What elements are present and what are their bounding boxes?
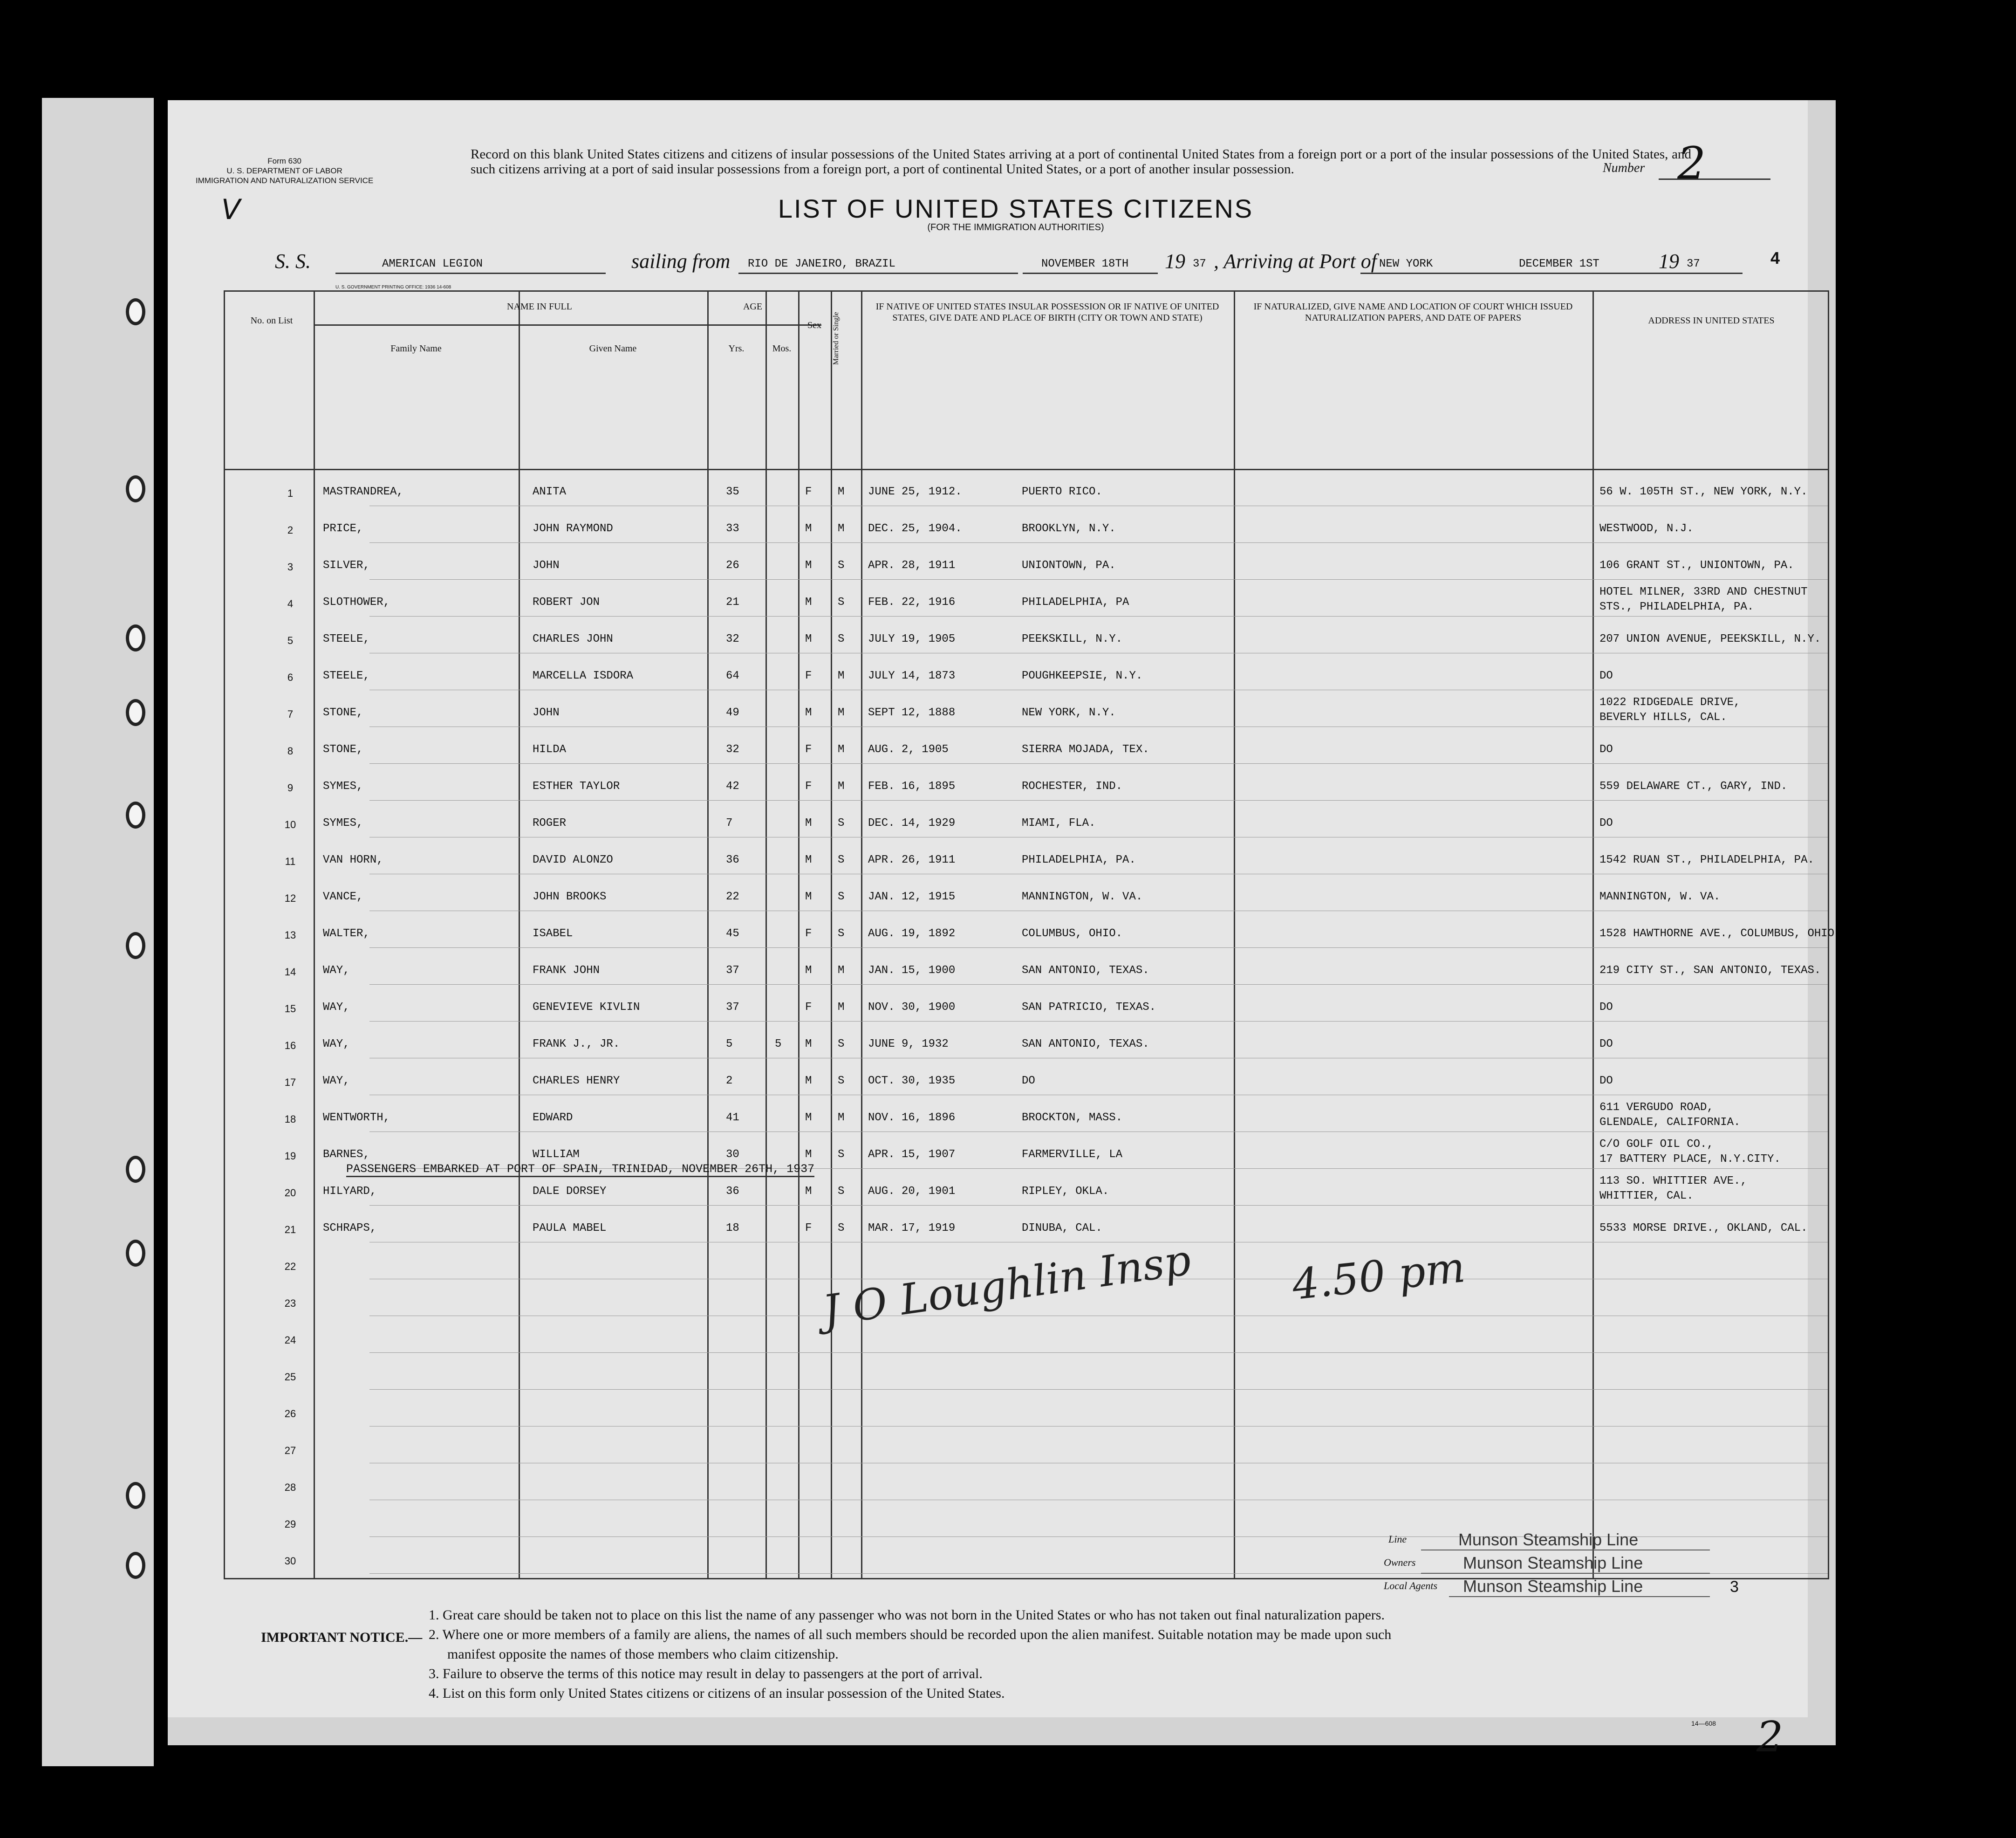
- departure-line: [1023, 273, 1158, 274]
- cell-family: STEELE,: [323, 670, 370, 682]
- row-number: 20: [284, 1187, 296, 1199]
- cell-given: HILDA: [533, 743, 567, 756]
- cell-ms: S: [838, 817, 845, 830]
- notice-heading: IMPORTANT NOTICE.—: [261, 1630, 423, 1645]
- cell-family: WAY,: [323, 1001, 350, 1014]
- row-number: 27: [284, 1445, 296, 1456]
- header-married: Married or Single: [832, 312, 840, 365]
- row-number: 1: [287, 487, 294, 499]
- owners-label: Owners: [1384, 1557, 1416, 1568]
- cell-sex: M: [805, 1038, 812, 1050]
- cell-yrs: 37: [726, 964, 739, 977]
- cell-ms: M: [838, 964, 845, 977]
- header-mos: Mos.: [772, 343, 792, 354]
- header-address: ADDRESS IN UNITED STATES: [1648, 315, 1775, 326]
- cell-sex: F: [805, 670, 812, 682]
- cell-ms: M: [838, 780, 845, 793]
- cell-family: VANCE,: [323, 891, 363, 903]
- col-line-given: [707, 292, 709, 1578]
- cell-addr1: MANNINGTON, W. VA.: [1599, 891, 1721, 903]
- row-number: 3: [287, 561, 294, 573]
- form-number: Form 630: [267, 157, 302, 165]
- cell-addr1: 559 DELAWARE CT., GARY, IND.: [1599, 780, 1788, 793]
- row-rule: [369, 616, 1828, 617]
- cell-place: SIERRA MOJADA, TEX.: [1022, 743, 1149, 756]
- cell-ms: M: [838, 743, 845, 756]
- cell-family: VAN HORN,: [323, 854, 383, 866]
- binder-ring-icon: [126, 1552, 145, 1579]
- arrival-port: NEW YORK: [1379, 258, 1433, 270]
- cell-addr2: STS., PHILADELPHIA, PA.: [1599, 601, 1754, 613]
- row-number: 29: [284, 1518, 296, 1530]
- cell-ms: S: [838, 891, 845, 903]
- cell-addr1: 113 SO. WHITTIER AVE.,: [1599, 1175, 1747, 1187]
- cell-date: APR. 26, 1911: [868, 854, 956, 866]
- cell-place: RIPLEY, OKLA.: [1022, 1185, 1109, 1198]
- cell-given: MARCELLA ISDORA: [533, 670, 634, 682]
- cell-family: SYMES,: [323, 780, 363, 793]
- cell-given: PAULA MABEL: [533, 1222, 607, 1234]
- cell-sex: M: [805, 1148, 812, 1161]
- cell-addr1: DO: [1599, 1038, 1613, 1050]
- row-number: 26: [284, 1408, 296, 1420]
- cell-place: DINUBA, CAL.: [1022, 1222, 1102, 1234]
- local-agents-label: Local Agents: [1384, 1580, 1438, 1591]
- ship-line: [335, 273, 606, 274]
- col-line-sex: [831, 292, 832, 1578]
- cell-date: AUG. 20, 1901: [868, 1185, 956, 1198]
- cell-yrs: 18: [726, 1222, 739, 1234]
- cell-given: JOHN BROOKS: [533, 891, 607, 903]
- cell-addr1: DO: [1599, 1075, 1613, 1087]
- cell-date: DEC. 25, 1904.: [868, 522, 962, 535]
- cell-family: SILVER,: [323, 559, 370, 572]
- cell-ms: S: [838, 854, 845, 866]
- cell-date: JUNE 9, 1932: [868, 1038, 949, 1050]
- cell-family: WENTWORTH,: [323, 1111, 390, 1124]
- notice-item-2: 2. Where one or more members of a family are aliens, the names of all such members should be recorded upon the alien manifest. Suitable notation may be made upon such: [429, 1627, 1392, 1642]
- cell-family: MASTRANDREA,: [323, 486, 403, 498]
- row-rule: [369, 947, 1828, 948]
- cell-given: JOHN: [533, 559, 560, 572]
- cell-place: MANNINGTON, W. VA.: [1022, 891, 1143, 903]
- inspector-signature: J O Loughlin Insp: [820, 1235, 1194, 1336]
- cell-given: FRANK J., JR.: [533, 1038, 620, 1050]
- header-sex: Sex: [807, 320, 821, 330]
- row-number: 30: [284, 1555, 296, 1567]
- cell-sex: F: [805, 743, 812, 756]
- row-number: 17: [284, 1077, 296, 1088]
- cell-place: SAN ANTONIO, TEXAS.: [1022, 1038, 1149, 1050]
- binder-ring-icon: [126, 699, 145, 726]
- cell-ms: S: [838, 633, 845, 645]
- col-line-native: [1234, 292, 1235, 1578]
- col-line-naturalized: [1592, 292, 1594, 1578]
- cell-date: AUG. 19, 1892: [868, 927, 956, 940]
- cell-given: EDWARD: [533, 1111, 573, 1124]
- cell-yrs: 37: [726, 1001, 739, 1014]
- cell-place: DO: [1022, 1075, 1035, 1087]
- row-number: 8: [287, 745, 294, 757]
- cell-place: BROCKTON, MASS.: [1022, 1111, 1123, 1124]
- cell-yrs: 22: [726, 891, 739, 903]
- cell-addr1: 611 VERGUDO ROAD,: [1599, 1101, 1714, 1114]
- cell-family: STONE,: [323, 743, 363, 756]
- row-number: 25: [284, 1371, 296, 1383]
- cell-ms: S: [838, 927, 845, 940]
- header-no: No. on List: [250, 315, 293, 326]
- cell-yrs: 33: [726, 522, 739, 535]
- cell-addr2: BEVERLY HILLS, CAL.: [1599, 711, 1727, 724]
- cell-sex: M: [805, 1111, 812, 1124]
- page-backing: [168, 100, 1836, 1762]
- cell-given: DAVID ALONZO: [533, 854, 613, 866]
- binder-ring-icon: [126, 624, 145, 652]
- cell-place: POUGHKEEPSIE, N.Y.: [1022, 670, 1143, 682]
- row-number: 12: [284, 892, 296, 904]
- manifest-sheet: [168, 100, 1835, 1762]
- cell-place: COLUMBUS, OHIO.: [1022, 927, 1123, 940]
- notice-item-1: 1. Great care should be taken not to place on this list the name of any passenger who was not born in the United States or who has not taken out final naturalization papers.: [429, 1607, 1385, 1623]
- row-rule: [369, 1205, 1828, 1206]
- cell-given: ROGER: [533, 817, 567, 830]
- header-yrs: Yrs.: [728, 343, 745, 354]
- header-age: AGE: [743, 302, 763, 312]
- cell-ms: S: [838, 559, 845, 572]
- ss-label: S. S.: [275, 250, 311, 273]
- cell-yrs: 2: [726, 1075, 733, 1087]
- cell-ms: S: [838, 1148, 845, 1161]
- cell-sex: M: [805, 559, 812, 572]
- year-suffix-2: 37: [1687, 258, 1700, 270]
- cell-ms: S: [838, 1075, 845, 1087]
- cell-sex: M: [805, 633, 812, 645]
- cell-yrs: 45: [726, 927, 739, 940]
- cell-family: PRICE,: [323, 522, 363, 535]
- arrival-line: [1360, 273, 1743, 274]
- cell-addr2: GLENDALE, CALIFORNIA.: [1599, 1116, 1741, 1129]
- cell-date: APR. 28, 1911: [868, 559, 956, 572]
- cell-date: JUNE 25, 1912.: [868, 486, 962, 498]
- row-number: 28: [284, 1481, 296, 1493]
- header-bottom-line: [225, 469, 1828, 470]
- header-family-name: Family Name: [390, 343, 442, 354]
- cell-ms: S: [838, 1038, 845, 1050]
- cell-family: WAY,: [323, 1038, 350, 1050]
- cell-yrs: 64: [726, 670, 739, 682]
- number-label: Number: [1603, 161, 1645, 175]
- cell-place: SAN PATRICIO, TEXAS.: [1022, 1001, 1156, 1014]
- binder-ring-icon: [126, 1156, 145, 1183]
- cell-addr2: 17 BATTERY PLACE, N.Y.CITY.: [1599, 1153, 1781, 1166]
- form-identifier: [196, 156, 373, 185]
- cell-sex: F: [805, 1001, 812, 1014]
- embarked-note: PASSENGERS EMBARKED AT PORT OF SPAIN, TRINIDAD, NOVEMBER 26TH, 1937: [346, 1162, 814, 1177]
- row-number: 15: [284, 1003, 296, 1015]
- notice-item-3: 3. Failure to observe the terms of this notice may result in delay to passengers at the port of arrival.: [429, 1666, 983, 1681]
- notice-item-2-cont: manifest opposite the names of those members who claim citizenship.: [447, 1646, 839, 1662]
- cell-date: NOV. 30, 1900: [868, 1001, 956, 1014]
- cell-sex: M: [805, 1075, 812, 1087]
- cell-ms: M: [838, 706, 845, 719]
- row-number: 4: [287, 598, 294, 610]
- binder-ring-icon: [126, 932, 145, 959]
- cell-yrs: 5: [726, 1038, 733, 1050]
- col-line-no: [314, 292, 315, 1578]
- cell-date: JULY 14, 1873: [868, 670, 956, 682]
- cell-addr1: HOTEL MILNER, 33RD AND CHESTNUT: [1599, 586, 1808, 598]
- cell-yrs: 35: [726, 486, 739, 498]
- cell-date: AUG. 2, 1905: [868, 743, 949, 756]
- year-prefix-2: 19: [1659, 250, 1679, 273]
- cell-sex: M: [805, 706, 812, 719]
- cell-date: NOV. 16, 1896: [868, 1111, 956, 1124]
- cell-date: SEPT 12, 1888: [868, 706, 956, 719]
- cell-family: HILYARD,: [323, 1185, 377, 1198]
- cell-addr1: DO: [1599, 817, 1613, 830]
- row-number: 23: [284, 1297, 296, 1309]
- cell-given: ISABEL: [533, 927, 573, 940]
- cell-given: CHARLES JOHN: [533, 633, 613, 645]
- cell-date: JAN. 12, 1915: [868, 891, 956, 903]
- cell-yrs: 32: [726, 633, 739, 645]
- cell-given: ROBERT JON: [533, 596, 600, 609]
- from-port-line: [738, 273, 1018, 274]
- cell-ms: M: [838, 1001, 845, 1014]
- cell-sex: M: [805, 854, 812, 866]
- arriving-label: , Arriving at Port of: [1214, 250, 1377, 273]
- cell-given: WILLIAM: [533, 1148, 580, 1161]
- cell-date: APR. 15, 1907: [868, 1148, 956, 1161]
- cell-yrs: 21: [726, 596, 739, 609]
- row-rule: [369, 542, 1828, 543]
- cell-yrs: 26: [726, 559, 739, 572]
- binder-ring-icon: [126, 1240, 145, 1267]
- row-number: 18: [284, 1113, 296, 1125]
- row-number: 6: [287, 672, 294, 683]
- from-port: RIO DE JANEIRO, BRAZIL: [748, 258, 895, 270]
- cell-date: FEB. 22, 1916: [868, 596, 956, 609]
- cell-ms: S: [838, 1222, 845, 1234]
- cell-addr1: 5533 MORSE DRIVE., OKLAND, CAL.: [1599, 1222, 1808, 1234]
- notice-item-4: 4. List on this form only United States citizens or citizens of an insular possession of the United States.: [429, 1686, 1005, 1701]
- cell-yrs: 36: [726, 1185, 739, 1198]
- cell-mos: 5: [775, 1038, 782, 1050]
- year-prefix-1: 19: [1165, 250, 1185, 273]
- cell-date: DEC. 14, 1929: [868, 817, 956, 830]
- cell-place: SAN ANTONIO, TEXAS.: [1022, 964, 1149, 977]
- cell-given: DALE DORSEY: [533, 1185, 607, 1198]
- cell-sex: M: [805, 522, 812, 535]
- line-label: Line: [1388, 1533, 1407, 1545]
- arrival-time-handwritten: 4.50 pm: [1290, 1242, 1468, 1310]
- row-rule: [369, 579, 1828, 580]
- cell-given: GENEVIEVE KIVLIN: [533, 1001, 640, 1014]
- departure-date: NOVEMBER 18TH: [1041, 258, 1129, 270]
- cell-family: STONE,: [323, 706, 363, 719]
- cell-date: OCT. 30, 1935: [868, 1075, 956, 1087]
- cell-ms: M: [838, 1111, 845, 1124]
- cell-addr1: WESTWOOD, N.J.: [1599, 522, 1694, 535]
- page-subtitle: (FOR THE IMMIGRATION AUTHORITIES): [927, 222, 1104, 233]
- cell-date: JAN. 15, 1900: [868, 964, 956, 977]
- year-suffix-1: 37: [1193, 258, 1206, 270]
- cell-date: FEB. 16, 1895: [868, 780, 956, 793]
- row-number: 13: [284, 929, 296, 941]
- binder-ring-icon: [126, 298, 145, 325]
- row-rule: [369, 1426, 1828, 1427]
- col-line-mos: [798, 292, 800, 1578]
- cell-addr1: DO: [1599, 1001, 1613, 1014]
- cell-ms: M: [838, 670, 845, 682]
- cell-addr1: 1528 HAWTHORNE AVE., COLUMBUS, OHIO: [1599, 927, 1835, 940]
- cell-given: ANITA: [533, 486, 567, 498]
- cell-family: WALTER,: [323, 927, 370, 940]
- cell-sex: F: [805, 1222, 812, 1234]
- cell-yrs: 41: [726, 1111, 739, 1124]
- cell-given: CHARLES HENRY: [533, 1075, 620, 1087]
- arrival-date: DECEMBER 1ST: [1519, 258, 1599, 270]
- col-line-married: [861, 292, 862, 1578]
- row-number: 16: [284, 1040, 296, 1051]
- cell-family: WAY,: [323, 964, 350, 977]
- cell-sex: F: [805, 486, 812, 498]
- local-agents-stamp: Munson Steamship Line: [1463, 1577, 1643, 1596]
- corner-mark: 2: [1756, 1713, 1784, 1762]
- cell-place: ROCHESTER, IND.: [1022, 780, 1123, 793]
- page-title: LIST OF UNITED STATES CITIZENS: [778, 194, 1254, 223]
- row-rule: [369, 1021, 1828, 1022]
- sailing-from-label: sailing from: [631, 250, 731, 273]
- cell-addr1: 219 CITY ST., SAN ANTONIO, TEXAS.: [1599, 964, 1821, 977]
- cell-family: SYMES,: [323, 817, 363, 830]
- row-rule: [369, 1352, 1828, 1353]
- row-number: 14: [284, 966, 296, 978]
- cell-sex: F: [805, 927, 812, 940]
- cell-family: SLOTHOWER,: [323, 596, 390, 609]
- row-number: 24: [284, 1334, 296, 1346]
- row-rule: [369, 1389, 1828, 1390]
- header-name-in-full: NAME IN FULL: [507, 302, 572, 312]
- cell-place: PUERTO RICO.: [1022, 486, 1102, 498]
- page-tally: 3: [1730, 1578, 1739, 1596]
- cell-place: BROOKLYN, N.Y.: [1022, 522, 1116, 535]
- cell-ms: S: [838, 596, 845, 609]
- printer-line: U. S. GOVERNMENT PRINTING OFFICE: 1936 14-608: [335, 285, 451, 290]
- row-number: 22: [284, 1261, 296, 1272]
- form-code: 14—608: [1691, 1720, 1716, 1727]
- cell-place: PHILADELPHIA, PA.: [1022, 854, 1136, 866]
- form-department: U. S. DEPARTMENT OF LABOR: [226, 166, 342, 175]
- cell-given: ESTHER TAYLOR: [533, 780, 620, 793]
- cell-given: JOHN: [533, 706, 560, 719]
- cell-date: MAR. 17, 1919: [868, 1222, 956, 1234]
- cell-place: NEW YORK, N.Y.: [1022, 706, 1116, 719]
- cell-place: MIAMI, FLA.: [1022, 817, 1096, 830]
- binder-ring-icon: [126, 1482, 145, 1509]
- row-number: 11: [285, 856, 296, 867]
- owners-stamp: Munson Steamship Line: [1463, 1553, 1643, 1572]
- cell-addr1: C/O GOLF OIL CO.,: [1599, 1138, 1714, 1151]
- row-number: 9: [287, 782, 294, 794]
- row-rule: [369, 800, 1828, 801]
- form-instructions: Record on this blank United States citizens and citizens of insular possessions of the United States arriving at a port of continental United States from a foreign port or a port of the insular possessions of the United States, and such citizens arriving at a port of said insular possessions from a foreign port, a port of continental United States, or a port of another insular possession.: [471, 147, 1691, 177]
- page-mark: 4: [1770, 248, 1780, 267]
- row-number: 10: [284, 819, 296, 830]
- cell-ms: M: [838, 486, 845, 498]
- cell-given: JOHN RAYMOND: [533, 522, 613, 535]
- cell-addr1: 207 UNION AVENUE, PEEKSKILL, N.Y.: [1599, 633, 1821, 645]
- cell-family: SCHRAPS,: [323, 1222, 377, 1234]
- cell-yrs: 30: [726, 1148, 739, 1161]
- cell-sex: M: [805, 596, 812, 609]
- cell-addr2: WHITTIER, CAL.: [1599, 1190, 1694, 1202]
- cell-yrs: 32: [726, 743, 739, 756]
- header-naturalized: IF NATURALIZED, GIVE NAME AND LOCATION OF COURT WHICH ISSUED NATURALIZATION PAPERS, AND DATE OF PAPERS: [1253, 302, 1573, 323]
- cell-addr1: 1022 RIDGEDALE DRIVE,: [1599, 696, 1741, 709]
- cell-place: UNIONTOWN, PA.: [1022, 559, 1116, 572]
- cell-yrs: 36: [726, 854, 739, 866]
- header-given-name: Given Name: [589, 343, 637, 354]
- col-line-yrs: [765, 292, 767, 1578]
- row-number: 21: [284, 1224, 296, 1235]
- ship-name: AMERICAN LEGION: [382, 258, 483, 270]
- cell-place: PEEKSKILL, N.Y.: [1022, 633, 1123, 645]
- cell-place: PHILADELPHIA, PA: [1022, 596, 1129, 609]
- handwritten-check: V: [221, 193, 241, 226]
- cell-yrs: 49: [726, 706, 739, 719]
- cell-yrs: 7: [726, 817, 733, 830]
- cell-family: BARNES,: [323, 1148, 370, 1161]
- local-agents-underline: [1449, 1596, 1710, 1597]
- header-native: IF NATIVE OF UNITED STATES INSULAR POSSESSION OR IF NATIVE OF UNITED STATES, GIVE DATE AND PLACE OF BIRTH (CITY OR TOWN AND STATE): [875, 302, 1219, 323]
- cell-given: FRANK JOHN: [533, 964, 600, 977]
- cell-sex: F: [805, 780, 812, 793]
- cell-yrs: 42: [726, 780, 739, 793]
- cell-addr1: 1542 RUAN ST., PHILADELPHIA, PA.: [1599, 854, 1814, 866]
- line-stamp: Munson Steamship Line: [1458, 1530, 1639, 1549]
- cell-sex: M: [805, 817, 812, 830]
- col-line-family: [519, 292, 520, 1578]
- number-value: 2: [1677, 137, 1706, 190]
- row-rule: [369, 984, 1828, 985]
- cell-addr1: 56 W. 105TH ST., NEW YORK, N.Y.: [1599, 486, 1808, 498]
- cell-place: FARMERVILLE, LA: [1022, 1148, 1123, 1161]
- row-number: 7: [287, 708, 294, 720]
- cell-sex: M: [805, 891, 812, 903]
- row-number: 5: [287, 635, 294, 646]
- owners-underline: [1421, 1573, 1710, 1574]
- number-line: [1659, 178, 1770, 180]
- row-number: 2: [287, 524, 294, 536]
- cell-addr1: DO: [1599, 670, 1613, 682]
- row-rule: [369, 763, 1828, 764]
- cell-addr1: 106 GRANT ST., UNIONTOWN, PA.: [1599, 559, 1794, 572]
- binder-ring-icon: [126, 802, 145, 829]
- cell-ms: S: [838, 1185, 845, 1198]
- binder-ring-icon: [126, 475, 145, 502]
- cell-addr1: DO: [1599, 743, 1613, 756]
- cell-ms: M: [838, 522, 845, 535]
- row-number: 19: [284, 1150, 296, 1162]
- form-service: IMMIGRATION AND NATURALIZATION SERVICE: [196, 176, 374, 185]
- cell-sex: M: [805, 964, 812, 977]
- cell-sex: M: [805, 1185, 812, 1198]
- cell-date: JULY 19, 1905: [868, 633, 956, 645]
- cell-family: WAY,: [323, 1075, 350, 1087]
- cell-family: STEELE,: [323, 633, 370, 645]
